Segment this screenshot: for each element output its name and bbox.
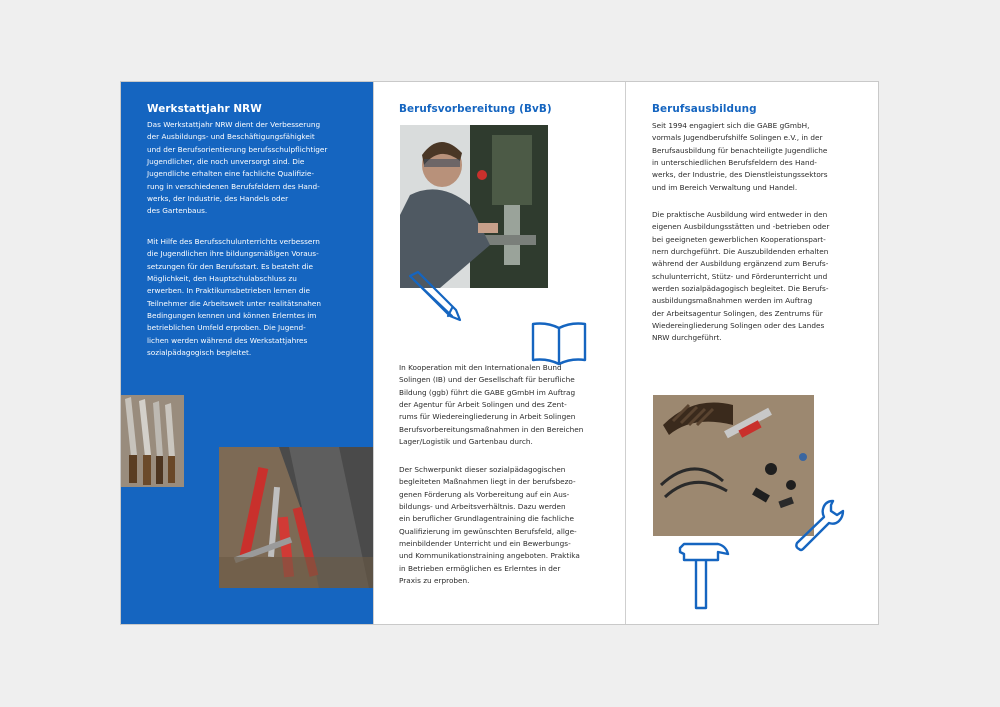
panel3-paragraph-1: Seit 1994 engagiert sich die GABE gGmbH, vormals Jugendberufshilfe Solingen e.V., in der Berufsausbildung für benachteiligte Jugendliche in unterschiedlichen Berufsfeldern des Hand- werks, der Industrie, des Dienstleistungssektors und im Bereich Verwaltung und Handel. xyxy=(652,121,828,192)
panel3-heading: Berufsausbildung xyxy=(652,103,757,115)
panel1-paragraph-2: Mit Hilfe des Berufsschulunterrichts verbessern die Jugendlichen ihre bildungsmäßigen Voraus- setzungen für den Berufsstart. Es besteht die Möglichkeit, den Hauptschulabschluss zu erwerben. In Praktikumsbetrieben lernen die Teilnehmer die Arbeitswelt unter realitätsnahen Bedingungen kennen und können Erlerntes im betrieblichen Umfeld erproben. Die Jugend- lichen werden während des Werkstattjahres sozialpädagogisch begleitet. xyxy=(147,237,321,358)
pencil-icon xyxy=(406,270,464,322)
open-book-icon xyxy=(529,320,589,368)
panel2-paragraph-2: Der Schwerpunkt dieser sozialpädagogischen begleiteten Maßnahmen liegt in der berufsbezo- genen Förderung als Vorbereitung auf ein Aus- bildungs- und Arbeitsverhältnis. Dazu werden ein beruflicher Grundlagentraining die fachliche Qualifizierung im gewünschten Berufsfeld, allge- meinbildender Unterricht und ein Bewerbungs- und Kommunikationstraining angeboten. Praktika in Betrieben ermöglichen es Erlerntes in der Praxis zu erproben. xyxy=(399,465,580,586)
brochure-sheet xyxy=(121,82,878,624)
hammer-icon xyxy=(678,542,730,612)
drill-press-photo xyxy=(400,125,548,288)
panel-berufsvorbereitung xyxy=(373,82,625,624)
panel3-paragraph-2: Die praktische Ausbildung wird entweder in den eigenen Ausbildungsstätten und -betrieben oder bei geeigneten gewerblichen Kooperationspart- nern durchgeführt. Die Auszubildenden erhalten während der Ausbildung ergänzend zum Berufs- schulunterricht, Stütz- und Förderunterricht und werden sozialpädagogisch begleitet. Die Berufs- ausbildungsmaßnahmen werden im Auftrag der Arbeitsagentur Solingen, des Zentrums für Wiedereingliederung Solingen oder des Landes NRW durchgeführt. xyxy=(652,210,830,343)
wrench-icon xyxy=(789,497,847,555)
panel1-heading: Werkstattjahr NRW xyxy=(147,103,262,115)
files-photo xyxy=(121,395,184,487)
panel2-heading: Berufsvorbereitung (BvB) xyxy=(399,103,552,115)
panel1-paragraph-1: Das Werkstattjahr NRW dient der Verbesserung der Ausbildungs- und Beschäftigungsfähigkeit und der Berufsorientierung berufsschulpflichtiger Jugendlicher, die noch unversorgt sind. Die Jugendliche erhalten eine fachliche Qualifizie- rung in verschiedenen Berufsfeldern des Hand- werks, der Industrie, des Handels oder des Gartenbaus. xyxy=(147,120,328,216)
panel-berufsausbildung xyxy=(625,82,878,624)
tools-photo xyxy=(219,447,373,588)
panel2-paragraph-1: In Kooperation mit den Internationalen Bund Solingen (IB) und der Gesellschaft für berufliche Bildung (ggb) führt die GABE gGmbH im Auftrag der Agentur für Arbeit Solingen und des Zent- rums für Wiedereingliederung in Arbeit Solingen Berufsvorbereitungsmaßnahmen in den Bereichen Lager/Logistik und Gartenbau durch. xyxy=(399,363,584,447)
panel-werkstattjahr xyxy=(121,82,373,624)
